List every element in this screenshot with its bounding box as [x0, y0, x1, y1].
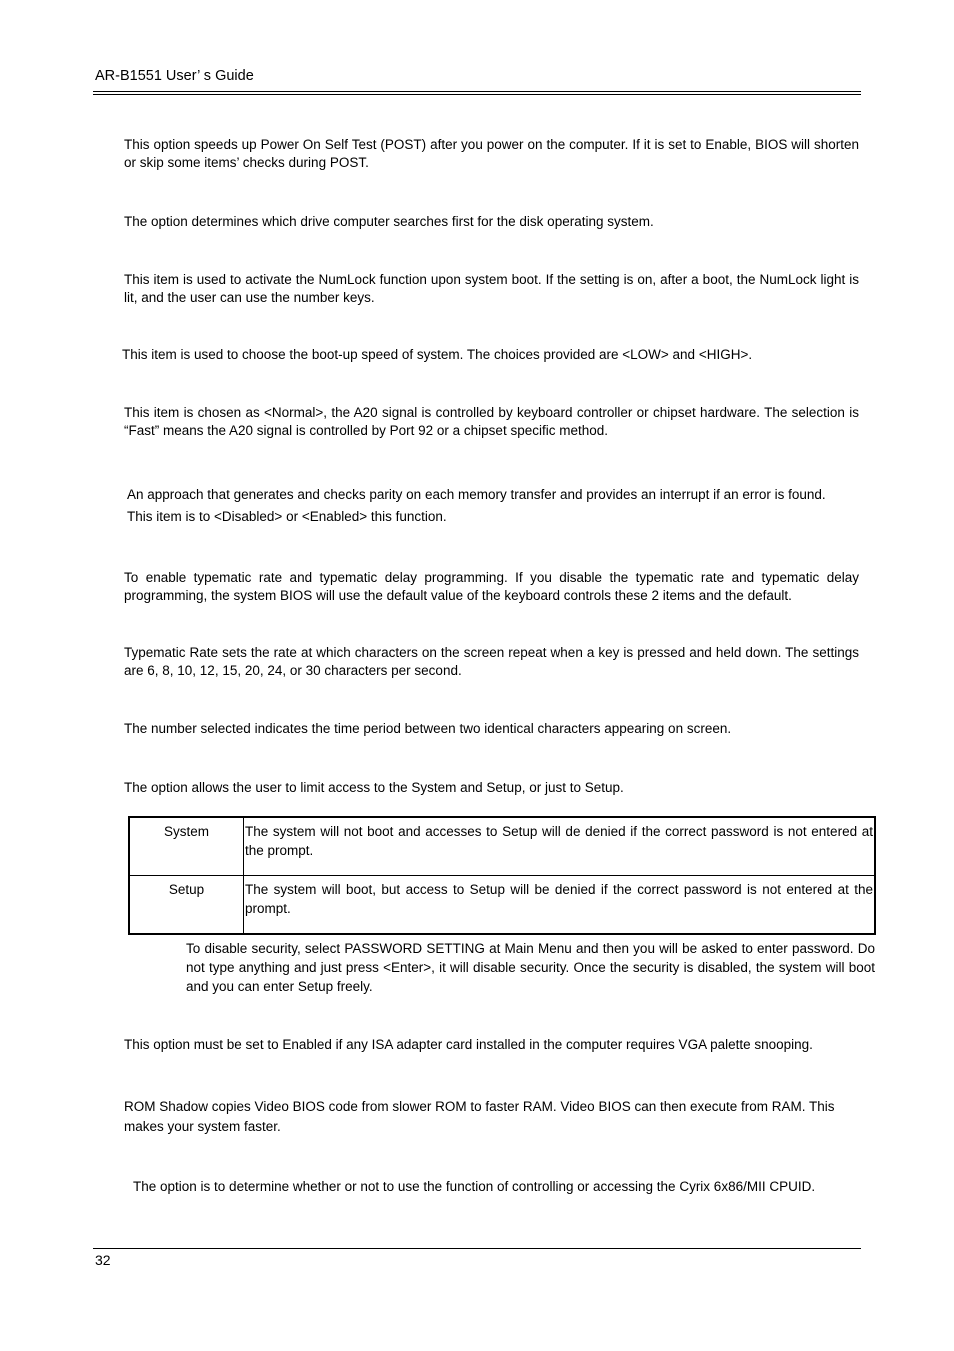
paragraph-memory-parity: An approach that generates and checks parity on each memory transfer and provides an interrupt if an error is found. This item is to <Disabled> or <Enabled> this function.	[127, 487, 826, 524]
table-cell-option: Setup	[129, 875, 244, 934]
password-option-table	[128, 816, 876, 935]
page-number: 32	[95, 1252, 111, 1268]
header-rule-thick	[93, 94, 861, 95]
table-row	[129, 817, 875, 875]
paragraph-security-option: The option allows the user to limit access to the System and Setup, or just to Setup.	[124, 780, 624, 795]
paragraph-rom-shadow: ROM Shadow copies Video BIOS code from slower ROM to faster RAM. Video BIOS can then execute from RAM. This makes your system faster.	[124, 1099, 835, 1134]
table-row	[129, 875, 875, 934]
table-cell-option: System	[129, 817, 244, 875]
paragraph-boot-speed: This item is used to choose the boot-up speed of system. The choices provided are <LOW> and <HIGH>.	[122, 347, 753, 362]
paragraph-quick-post: This option speeds up Power On Self Test (POST) after you power on the computer. If it is set to Enable, BIOS will shorten or skip some items’ checks during POST.	[124, 137, 859, 170]
paragraph-disable-security: To disable security, select PASSWORD SETTING at Main Menu and then you will be asked to enter password. Do not type anything and just press <Enter>, it will disable security. Once the security is disabled, the system will boot and you can enter Setup freely.	[186, 941, 875, 994]
table-cell-description: The system will not boot and accesses to Setup will de denied if the correct password is not entered at the prompt.	[244, 817, 876, 875]
paragraph-typematic-rate: Typematic Rate sets the rate at which characters on the screen repeat when a key is pressed and held down. The settings are 6, 8, 10, 12, 15, 20, 24, or 30 characters per second.	[124, 645, 859, 678]
header-rule-thin	[93, 91, 861, 92]
paragraph-cyrix-cpuid: The option is to determine whether or not to use the function of controlling or accessing the Cyrix 6x86/MII CPUID.	[133, 1179, 816, 1194]
paragraph-palette-snoop: This option must be set to Enabled if any ISA adapter card installed in the computer requires VGA palette snooping.	[124, 1037, 813, 1052]
paragraph-numlock: This item is used to activate the NumLock function upon system boot. If the setting is on, after a boot, the NumLock light is lit, and the user can use the number keys.	[124, 272, 859, 305]
header-title: AR-B1551 User’ s Guide	[95, 68, 254, 84]
paragraph-typematic-setting: To enable typematic rate and typematic delay programming. If you disable the typematic rate and typematic delay programming, the system BIOS will use the default value of the keyboard controls these 2 items and the default.	[124, 570, 859, 603]
paragraph-gate-a20: This item is chosen as <Normal>, the A20 signal is controlled by keyboard controller or chipset hardware. The selection is “Fast” means the A20 signal is controlled by Port 92 or a chipset specific method.	[124, 405, 859, 438]
footer-rule	[93, 1248, 861, 1249]
table-cell-description: The system will boot, but access to Setup will be denied if the correct password is not entered at the prompt.	[244, 875, 876, 934]
paragraph-boot-sequence: The option determines which drive computer searches first for the disk operating system.	[124, 214, 654, 229]
paragraph-typematic-delay: The number selected indicates the time period between two identical characters appearing on screen.	[124, 721, 732, 736]
